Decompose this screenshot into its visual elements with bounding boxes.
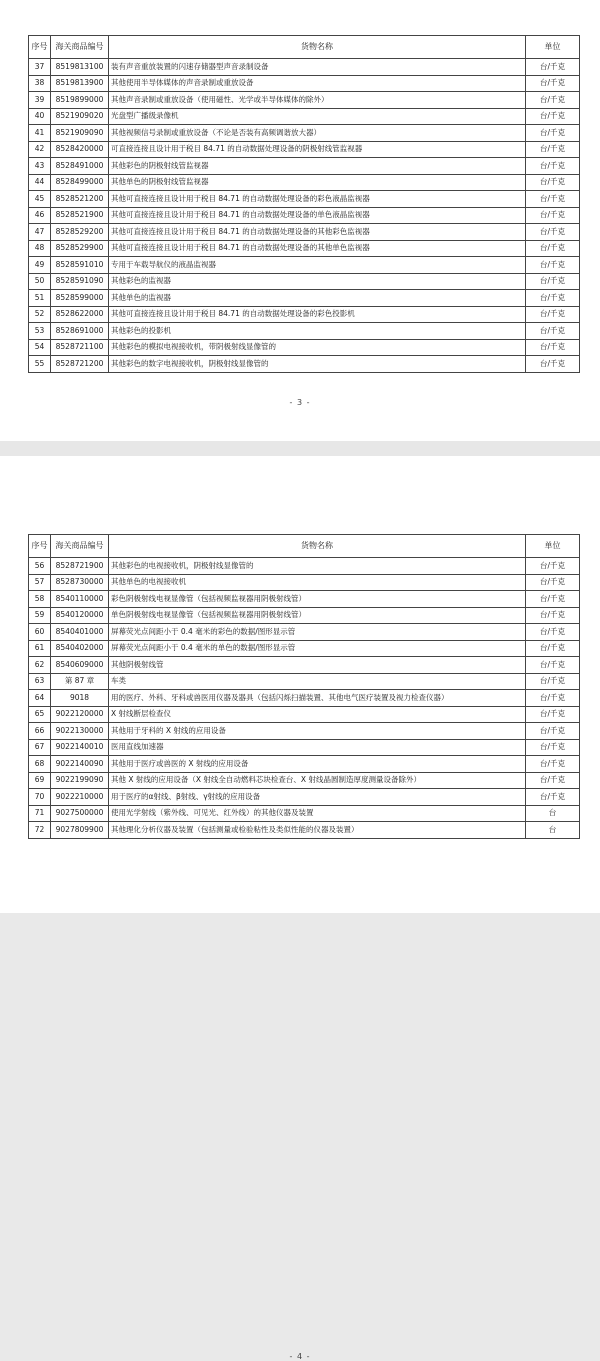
cell-no: 60 (29, 624, 51, 641)
cell-unit: 台/千克 (526, 224, 580, 241)
cell-code: 8528591010 (51, 257, 109, 274)
cell-unit: 台/千克 (526, 607, 580, 624)
cell-unit: 台/千克 (526, 756, 580, 773)
cell-unit: 台/千克 (526, 108, 580, 125)
table-row (29, 224, 580, 241)
cell-code: 8528420000 (51, 141, 109, 158)
cell-name: 光盘型广播级录像机 (109, 108, 526, 125)
cell-no: 57 (29, 574, 51, 591)
cell-name: 其他可直接连接且设计用于税目 84.71 的自动数据处理设备的其他彩色监视器 (109, 224, 526, 241)
cell-code: 8528499000 (51, 174, 109, 191)
cell-unit: 台/千克 (526, 624, 580, 641)
cell-name: 其他彩色的监视器 (109, 273, 526, 290)
cell-code: 8540401000 (51, 624, 109, 641)
cell-no: 39 (29, 92, 51, 109)
table-row (29, 805, 580, 822)
cell-name: 其他可直接连接且设计用于税目 84.71 的自动数据处理设备的单色液晶监视器 (109, 207, 526, 224)
cell-no: 54 (29, 339, 51, 356)
cell-name: 屏幕荧光点间距小于 0.4 毫米的单色的数据/图形显示管 (109, 640, 526, 657)
cell-code: 8540120000 (51, 607, 109, 624)
cell-name: 装有声音重放装置的闪速存储器型声音录制设备 (109, 59, 526, 76)
cell-name: 其他可直接连接且设计用于税目 84.71 的自动数据处理设备的彩色液晶监视器 (109, 191, 526, 208)
header-name: 货物名称 (109, 535, 526, 558)
cell-code: 8528591090 (51, 273, 109, 290)
cell-unit: 台/千克 (526, 657, 580, 674)
cell-unit: 台/千克 (526, 772, 580, 789)
cell-code: 8528721900 (51, 558, 109, 575)
table-row (29, 739, 580, 756)
table-header-row (29, 36, 580, 59)
cell-unit: 台/千克 (526, 640, 580, 657)
header-no: 序号 (29, 36, 51, 59)
cell-code: 9027500000 (51, 805, 109, 822)
cell-name: 其他彩色的阴极射线管监视器 (109, 158, 526, 175)
table-row (29, 75, 580, 92)
goods-table (28, 35, 580, 373)
cell-name: 其他阴极射线管 (109, 657, 526, 674)
table-row (29, 558, 580, 575)
cell-name: 用的医疗、外科、牙科或兽医用仪器及器具（包括闪烁扫描装置、其他电气医疗装置及视力检查仪器） (109, 690, 526, 707)
cell-no: 50 (29, 273, 51, 290)
cell-no: 51 (29, 290, 51, 307)
cell-name: 其他使用半导体媒体的声音录制或重放设备 (109, 75, 526, 92)
cell-code: 9018 (51, 690, 109, 707)
cell-name: 其他可直接连接且设计用于税目 84.71 的自动数据处理设备的其他单色监视器 (109, 240, 526, 257)
cell-unit: 台/千克 (526, 174, 580, 191)
table-row (29, 125, 580, 142)
table-header-row (29, 535, 580, 558)
table-row (29, 141, 580, 158)
table-row (29, 673, 580, 690)
table-row (29, 92, 580, 109)
cell-name: 其他用于牙科的 X 射线的应用设备 (109, 723, 526, 740)
cell-unit: 台/千克 (526, 158, 580, 175)
cell-code: 8540609000 (51, 657, 109, 674)
cell-name: 其他彩色的模拟电视接收机，带阴极射线显像管的 (109, 339, 526, 356)
table-row (29, 640, 580, 657)
cell-no: 64 (29, 690, 51, 707)
cell-no: 41 (29, 125, 51, 142)
cell-name: 单色阴极射线电视显像管（包括视频监视器用阴极射线管） (109, 607, 526, 624)
cell-unit: 台/千克 (526, 290, 580, 307)
cell-unit: 台 (526, 805, 580, 822)
cell-name: 医用直线加速器 (109, 739, 526, 756)
cell-no: 66 (29, 723, 51, 740)
cell-unit: 台/千克 (526, 356, 580, 373)
table-row (29, 273, 580, 290)
cell-unit: 台/千克 (526, 75, 580, 92)
cell-unit: 台/千克 (526, 591, 580, 608)
cell-name: 其他用于医疗或兽医的 X 射线的应用设备 (109, 756, 526, 773)
cell-name: 其他单色的阴极射线管监视器 (109, 174, 526, 191)
cell-code: 8528622000 (51, 306, 109, 323)
table-row (29, 290, 580, 307)
table-row (29, 574, 580, 591)
cell-unit: 台/千克 (526, 339, 580, 356)
cell-unit: 台/千克 (526, 723, 580, 740)
table-row (29, 191, 580, 208)
cell-unit: 台/千克 (526, 92, 580, 109)
table-row (29, 158, 580, 175)
table-row (29, 240, 580, 257)
cell-no: 62 (29, 657, 51, 674)
cell-no: 72 (29, 822, 51, 839)
cell-no: 69 (29, 772, 51, 789)
cell-unit: 台/千克 (526, 306, 580, 323)
cell-unit: 台/千克 (526, 141, 580, 158)
cell-name: 专用于车载导航仪的液晶监视器 (109, 257, 526, 274)
table-row (29, 789, 580, 806)
cell-code: 8528721200 (51, 356, 109, 373)
header-unit: 单位 (526, 535, 580, 558)
cell-unit: 台/千克 (526, 240, 580, 257)
cell-code: 8528529900 (51, 240, 109, 257)
cell-no: 40 (29, 108, 51, 125)
cell-no: 67 (29, 739, 51, 756)
cell-code: 8519899000 (51, 92, 109, 109)
document-page-4 (0, 456, 600, 1361)
header-unit: 单位 (526, 36, 580, 59)
cell-name: 其他理化分析仪器及装置（包括测量或检验粘性及类似性能的仪器及装置） (109, 822, 526, 839)
table-row (29, 690, 580, 707)
page-separator (0, 441, 600, 456)
cell-name: X 射线断层检查仪 (109, 706, 526, 723)
cell-no: 58 (29, 591, 51, 608)
cell-unit: 台/千克 (526, 706, 580, 723)
document-page-3 (0, 0, 600, 441)
table-row (29, 339, 580, 356)
cell-no: 68 (29, 756, 51, 773)
page-number: - 4 - (289, 1352, 311, 1361)
cell-code: 8528521200 (51, 191, 109, 208)
cell-no: 53 (29, 323, 51, 340)
cell-no: 52 (29, 306, 51, 323)
goods-table (28, 534, 580, 839)
cell-unit: 台/千克 (526, 273, 580, 290)
cell-no: 38 (29, 75, 51, 92)
cell-no: 56 (29, 558, 51, 575)
cell-name: 车类 (109, 673, 526, 690)
cell-name: 其他视频信号录制或重放设备（不论是否装有高频调谐放大器） (109, 125, 526, 142)
table-row (29, 772, 580, 789)
cell-unit: 台/千克 (526, 789, 580, 806)
cell-code: 8528521900 (51, 207, 109, 224)
cell-unit: 台/千克 (526, 690, 580, 707)
table-row (29, 306, 580, 323)
cell-no: 47 (29, 224, 51, 241)
cell-code: 9022130000 (51, 723, 109, 740)
cell-no: 45 (29, 191, 51, 208)
cell-unit: 台/千克 (526, 59, 580, 76)
cell-code: 9027809900 (51, 822, 109, 839)
cell-no: 42 (29, 141, 51, 158)
cell-code: 8528529200 (51, 224, 109, 241)
cell-code: 8528599000 (51, 290, 109, 307)
cell-name: 可直接连接且设计用于税目 84.71 的自动数据处理设备的阴极射线管监视器 (109, 141, 526, 158)
cell-code: 8519813900 (51, 75, 109, 92)
cell-name: 其他彩色的电视接收机，阴极射线显像管的 (109, 558, 526, 575)
table-row (29, 356, 580, 373)
cell-no: 44 (29, 174, 51, 191)
table-row (29, 323, 580, 340)
cell-unit: 台/千克 (526, 191, 580, 208)
cell-code: 8521909020 (51, 108, 109, 125)
cell-no: 71 (29, 805, 51, 822)
cell-code: 8528491000 (51, 158, 109, 175)
cell-unit: 台/千克 (526, 673, 580, 690)
cell-no: 46 (29, 207, 51, 224)
cell-unit: 台 (526, 822, 580, 839)
cell-name: 其他单色的电视接收机 (109, 574, 526, 591)
cell-unit: 台/千克 (526, 125, 580, 142)
cell-name: 用于医疗的α射线、β射线、γ射线的应用设备 (109, 789, 526, 806)
cell-unit: 台/千克 (526, 323, 580, 340)
cell-unit: 台/千克 (526, 207, 580, 224)
header-name: 货物名称 (109, 36, 526, 59)
cell-no: 63 (29, 673, 51, 690)
cell-unit: 台/千克 (526, 574, 580, 591)
cell-code: 9022140090 (51, 756, 109, 773)
cell-unit: 台/千克 (526, 558, 580, 575)
table-row (29, 706, 580, 723)
table-row (29, 591, 580, 608)
cell-no: 65 (29, 706, 51, 723)
cell-code: 8540402000 (51, 640, 109, 657)
cell-code: 9022210000 (51, 789, 109, 806)
cell-no: 70 (29, 789, 51, 806)
cell-no: 48 (29, 240, 51, 257)
table-row (29, 174, 580, 191)
cell-name: 屏幕荧光点间距小于 0.4 毫米的彩色的数据/图形显示管 (109, 624, 526, 641)
cell-code: 9022199090 (51, 772, 109, 789)
cell-name: 其他声音录制或重放设备（使用磁性、光学或半导体媒体的除外） (109, 92, 526, 109)
cell-code: 8519813100 (51, 59, 109, 76)
table-row (29, 657, 580, 674)
page-number: - 3 - (289, 398, 311, 407)
cell-code: 9022120000 (51, 706, 109, 723)
cell-name: 使用光学射线（紫外线、可见光、红外线）的其他仪器及装置 (109, 805, 526, 822)
header-code: 海关商品编号 (51, 36, 109, 59)
cell-name: 其他可直接连接且设计用于税目 84.71 的自动数据处理设备的彩色投影机 (109, 306, 526, 323)
cell-name: 其他彩色的投影机 (109, 323, 526, 340)
cell-no: 55 (29, 356, 51, 373)
header-code: 海关商品编号 (51, 535, 109, 558)
cell-code: 8521909090 (51, 125, 109, 142)
cell-name: 彩色阴极射线电视显像管（包括视频监视器用阴极射线管） (109, 591, 526, 608)
cell-code: 8528691000 (51, 323, 109, 340)
table-row (29, 624, 580, 641)
cell-unit: 台/千克 (526, 257, 580, 274)
cell-code: 8540110000 (51, 591, 109, 608)
cell-name: 其他 X 射线的应用设备（X 射线全自动燃料芯块检查台、X 射线晶圆制造厚度测量设备除外） (109, 772, 526, 789)
table-row (29, 108, 580, 125)
cell-unit: 台/千克 (526, 739, 580, 756)
cell-name: 其他彩色的数字电视接收机，阴极射线显像管的 (109, 356, 526, 373)
cell-name: 其他单色的监视器 (109, 290, 526, 307)
table-row (29, 59, 580, 76)
cell-no: 37 (29, 59, 51, 76)
cell-code: 第 87 章 (51, 673, 109, 690)
table-row (29, 756, 580, 773)
cell-no: 61 (29, 640, 51, 657)
table-row (29, 207, 580, 224)
cell-code: 8528721100 (51, 339, 109, 356)
cell-no: 43 (29, 158, 51, 175)
table-row (29, 607, 580, 624)
table-row (29, 257, 580, 274)
cell-code: 8528730000 (51, 574, 109, 591)
cell-no: 59 (29, 607, 51, 624)
cell-no: 49 (29, 257, 51, 274)
cell-code: 9022140010 (51, 739, 109, 756)
table-row (29, 822, 580, 839)
table-row (29, 723, 580, 740)
header-no: 序号 (29, 535, 51, 558)
